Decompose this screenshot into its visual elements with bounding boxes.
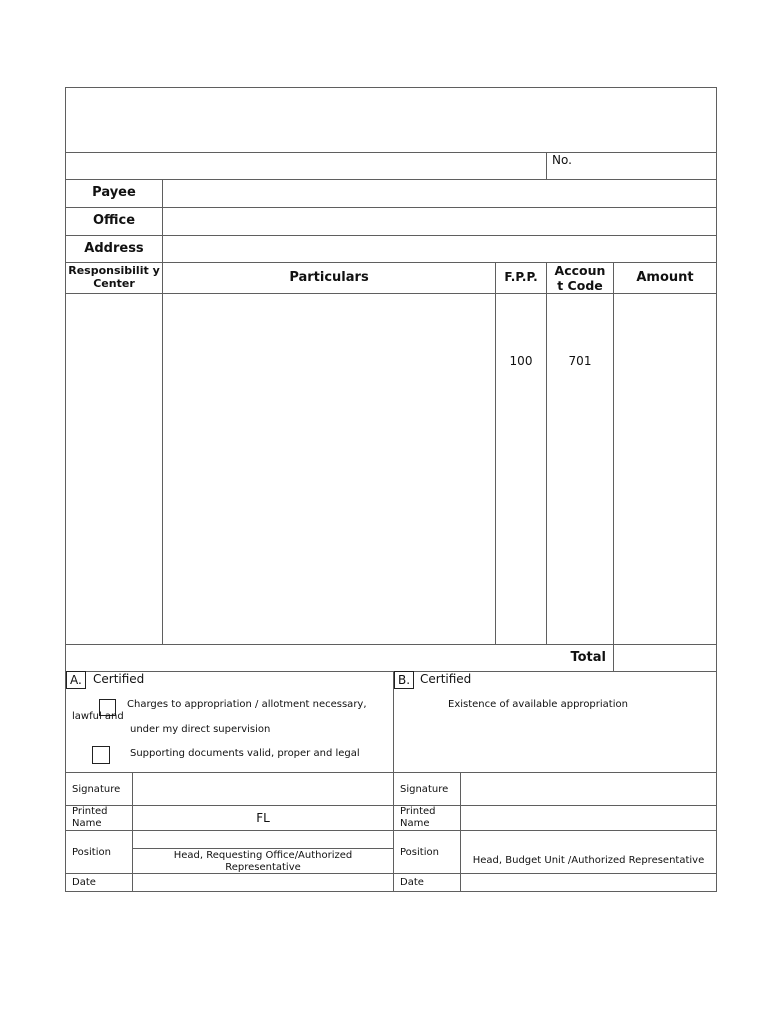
position-label-right: Position bbox=[400, 847, 439, 858]
col-header-responsibility-center: Responsibilit y Center bbox=[68, 264, 160, 290]
address-label: Address bbox=[84, 241, 144, 256]
payee-field[interactable] bbox=[163, 180, 716, 207]
rule bbox=[132, 848, 393, 849]
col-header-amount: Amount bbox=[636, 270, 694, 285]
section-a-marker: A. bbox=[66, 671, 86, 689]
printed-name-label-right: Printed Name bbox=[400, 806, 436, 829]
number-label: No. bbox=[552, 153, 572, 167]
fpp-value: 100 bbox=[509, 354, 533, 368]
position-left: Head, Requesting Office/Authorized Representative bbox=[173, 850, 353, 873]
section-b-marker: B. bbox=[394, 671, 414, 689]
border-bottom bbox=[65, 891, 717, 892]
date-label-right: Date bbox=[400, 877, 424, 888]
position-right: Head, Budget Unit /Authorized Representative bbox=[472, 855, 705, 866]
rule bbox=[460, 772, 461, 892]
printed-name-left: FL bbox=[256, 811, 270, 825]
office-label: Office bbox=[92, 213, 136, 228]
rule bbox=[393, 671, 394, 892]
col-header-particulars: Particulars bbox=[289, 270, 369, 285]
rule bbox=[65, 830, 717, 831]
office-field[interactable] bbox=[163, 208, 716, 235]
section-b-title: Certified bbox=[420, 672, 472, 686]
rule bbox=[546, 152, 547, 180]
rule bbox=[65, 671, 717, 672]
border-top bbox=[65, 87, 717, 88]
col-header-account-code: Accoun t Code bbox=[554, 263, 606, 293]
section-a-line1-overlap: lawful and bbox=[72, 711, 124, 722]
payee-label: Payee bbox=[92, 185, 136, 200]
date-label-left: Date bbox=[72, 877, 96, 888]
rule bbox=[65, 805, 717, 806]
section-a-title: Certified bbox=[93, 672, 145, 686]
section-a-line3: Supporting documents valid, proper and legal bbox=[130, 748, 360, 759]
signature-label-right: Signature bbox=[400, 784, 449, 795]
rule bbox=[65, 152, 717, 153]
section-a-line2: under my direct supervision bbox=[130, 724, 271, 735]
checkbox-supporting-docs[interactable] bbox=[92, 746, 110, 764]
rule bbox=[132, 772, 133, 892]
col-header-fpp: F.P.P. bbox=[504, 270, 538, 284]
rule bbox=[65, 772, 717, 773]
total-label: Total bbox=[570, 650, 606, 665]
signature-label-left: Signature bbox=[72, 784, 121, 795]
section-b-line1: Existence of available appropriation bbox=[448, 699, 628, 710]
section-a-line1: Charges to appropriation / allotment necessary, bbox=[127, 699, 367, 710]
address-field[interactable] bbox=[163, 236, 716, 262]
printed-name-label-left: Printed Name bbox=[72, 806, 108, 829]
rule bbox=[495, 262, 496, 645]
position-label-left: Position bbox=[72, 847, 111, 858]
account-code-value: 701 bbox=[568, 354, 592, 368]
rule bbox=[613, 262, 614, 672]
rule bbox=[546, 262, 547, 645]
